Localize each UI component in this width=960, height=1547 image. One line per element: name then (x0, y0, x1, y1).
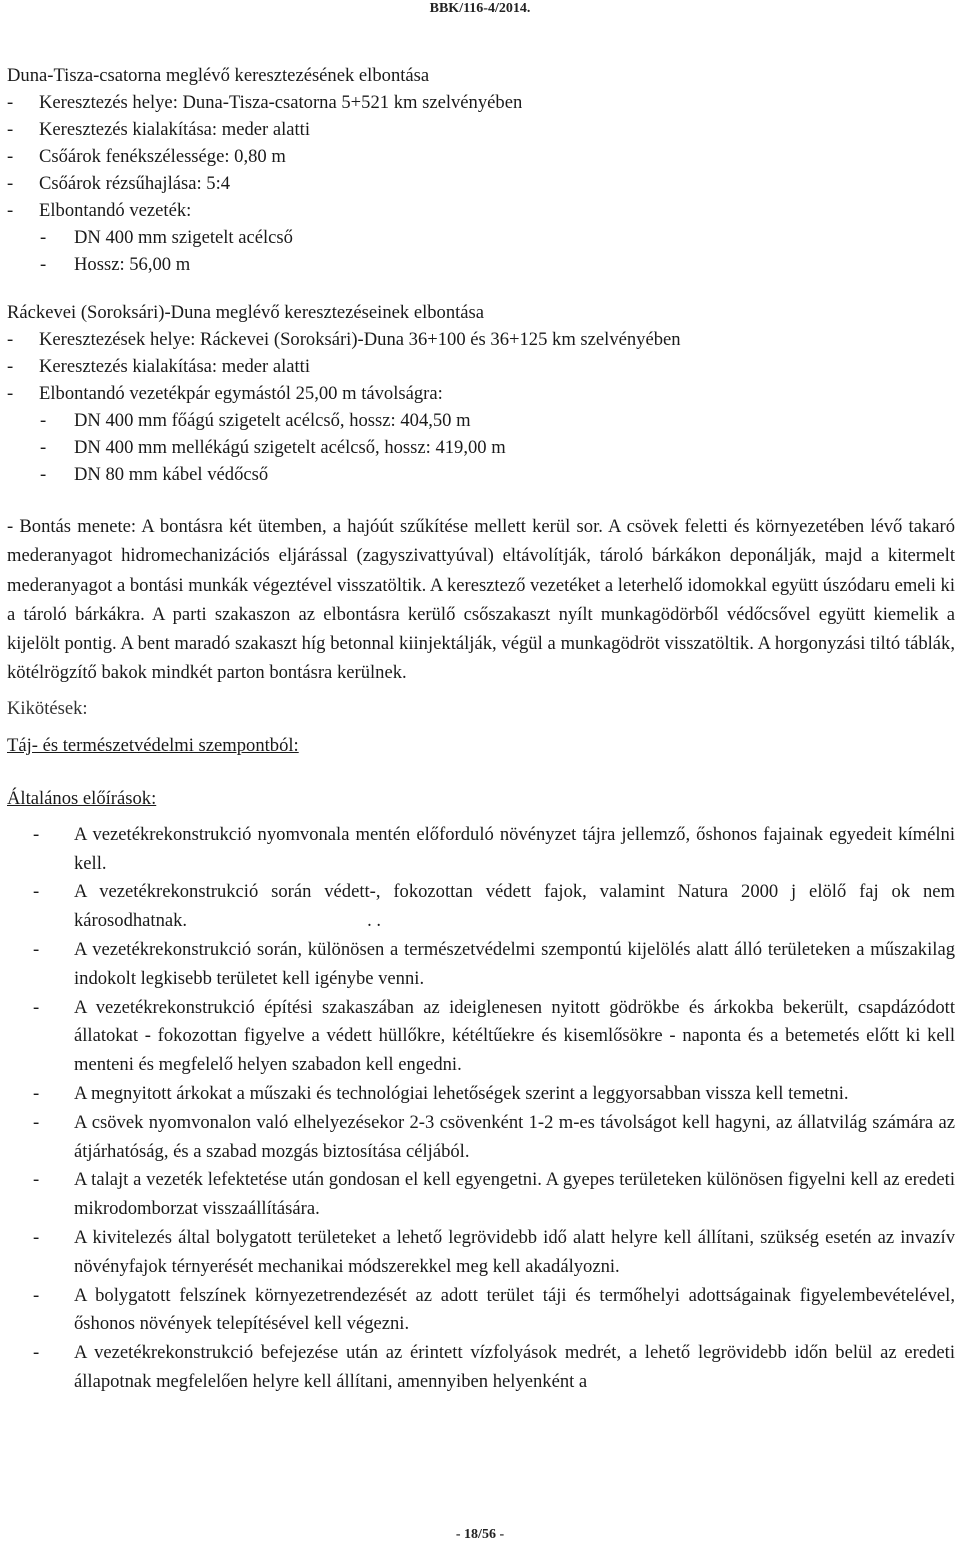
document-body (7, 62, 955, 1397)
list-item: - A vezetékrekonstrukció befejezése után az érintett vízfolyások medrét, a lehető legrövidebb időn belül az eredeti állapotnak megfelelően helyre kell állítani, amennyiben helyenként a (33, 1342, 955, 1392)
list-item: - A megnyitott árkokat a műszaki és technológiai lehetőségek szerint a leggyorsabban vissza kell temetni. (33, 1082, 849, 1104)
list-item: - A vezetékrekonstrukció során védett-, fokozottan védett fajok, valamint Natura 2000 j elölő faj ok nem károsodhatnak. . . (33, 881, 955, 932)
list-item: - A bolygatott felszínek környezetrendezését az adott terület táji és termőhelyi adottságainak figyelembevételével, őshonos növények telepítésével kell végezni. (33, 1284, 955, 1335)
document-reference: BBK/116-4/2014. (429, 1, 531, 16)
list-item: - Elbontandó vezeték: (7, 200, 192, 221)
list-item: - A vezetékrekonstrukció építési szakaszában az ideiglenesen nyitott gödrökbe és árkokba bekerült, csapdázódott állatokat - fokozottan figyelve a védett hüllőkre, kétéltűekre és kisemlősökre - naponta és a betemetés előtt ki kell menteni és megfelelő helyen szabadon kell engedni. (33, 996, 955, 1076)
sub-list-item: - DN 400 mm szigetelt acélcső (40, 227, 293, 248)
requirements-list (7, 821, 955, 1397)
list-item: - Keresztezés kialakítása: meder alatti (7, 119, 311, 140)
taj-termeszetvedelmi-heading: Táj- és természetvédelmi szempontból: (7, 734, 299, 756)
altalanos-eloirasok-heading: Általános előírások: (7, 787, 157, 809)
bontas-paragraph: - Bontás menete: A bontásra két ütemben, a hajóút szűkítése mellett kerül sor. A csövek feletti és környezetében lévő takaró mederanyagot hidromechanizációs eljárással (zagyszivattyúval) eltávolítják, tároló bárkákon deponálják, majd a kitermelt mederanyagot a bontási munkák végeztével visszatöltik. A keresztező vezetéket a leterhelő idomokkal együtt úszódaru emeli ki a tároló bárkákra. A parti szakaszon az elbontásra kerülő csőszakaszt nyílt munkagödörből védőcsővel együtt kiemelik a kijelölt pontig. A bent maradó szakaszt híg betonnal kiinjektálják, végül a munkagödröt visszatöltik. A horgonyzási tiltó táblák, kötélrögzítő bakok mindkét parton bontásra kerülnek. (7, 516, 955, 684)
list-item: - A talajt a vezeték lefektetése után gondosan el kell egyengetni. A gyepes területeken különösen figyelni kell az eredeti mikrodomborzat visszaállítására. (33, 1169, 955, 1220)
list-item: - Keresztezés kialakítása: meder alatti (7, 356, 311, 377)
list-item: - Keresztezések helye: Ráckevei (Soroksári)-Duna 36+100 és 36+125 km szelvényében (7, 329, 681, 350)
sub-list-item: - Hossz: 56,00 m (40, 254, 191, 275)
list-item: - Keresztezés helye: Duna-Tisza-csatorna 5+521 km szelvényében (7, 92, 523, 113)
list-item: - A kivitelezés által bolygatott területeket a lehető legrövidebb idő alatt helyre kell állítani, szükség esetén az invazív növényfajok térnyerését mechanikai módszerekkel meg kell akadályozni. (33, 1226, 955, 1277)
section1-title: Duna-Tisza-csatorna meglévő keresztezésének elbontása (7, 65, 430, 86)
kikotesek-heading: Kikötések: (7, 697, 88, 719)
list-item: - A csövek nyomvonalon való elhelyezésekor 2-3 csövenként 1-2 m-es távolságot kell hagyni, az állatvilág számára az átjárhatóság, és a szabad mozgás biztosítása céljából. (33, 1111, 955, 1162)
list-item: - Elbontandó vezetékpár egymástól 25,00 m távolságra: (7, 383, 443, 404)
list-item: - A vezetékrekonstrukció során, különösen a természetvédelmi szempontú kijelölés alatt álló területeken a műszakilag indokolt legkisebb területet kell igénybe venni. (33, 938, 955, 989)
sub-list-item: - DN 80 mm kábel védőcső (40, 464, 269, 485)
list-item: - Csőárok fenékszélessége: 0,80 m (7, 146, 286, 167)
list-item: - A vezetékrekonstrukció nyomvonala mentén előforduló növényzet tájra jellemző, őshonos fajainak egyedeit kímélni kell. (33, 823, 955, 874)
sub-list-item: - DN 400 mm főágú szigetelt acélcső, hossz: 404,50 m (40, 410, 471, 431)
list-item: - Csőárok rézsűhajlása: 5:4 (7, 173, 231, 194)
page-number: - 18/56 - (455, 1527, 505, 1542)
sub-list-item: - DN 400 mm mellékágú szigetelt acélcső, hossz: 419,00 m (40, 437, 506, 458)
section2-title: Ráckevei (Soroksári)-Duna meglévő keresztezéseinek elbontása (7, 302, 485, 323)
